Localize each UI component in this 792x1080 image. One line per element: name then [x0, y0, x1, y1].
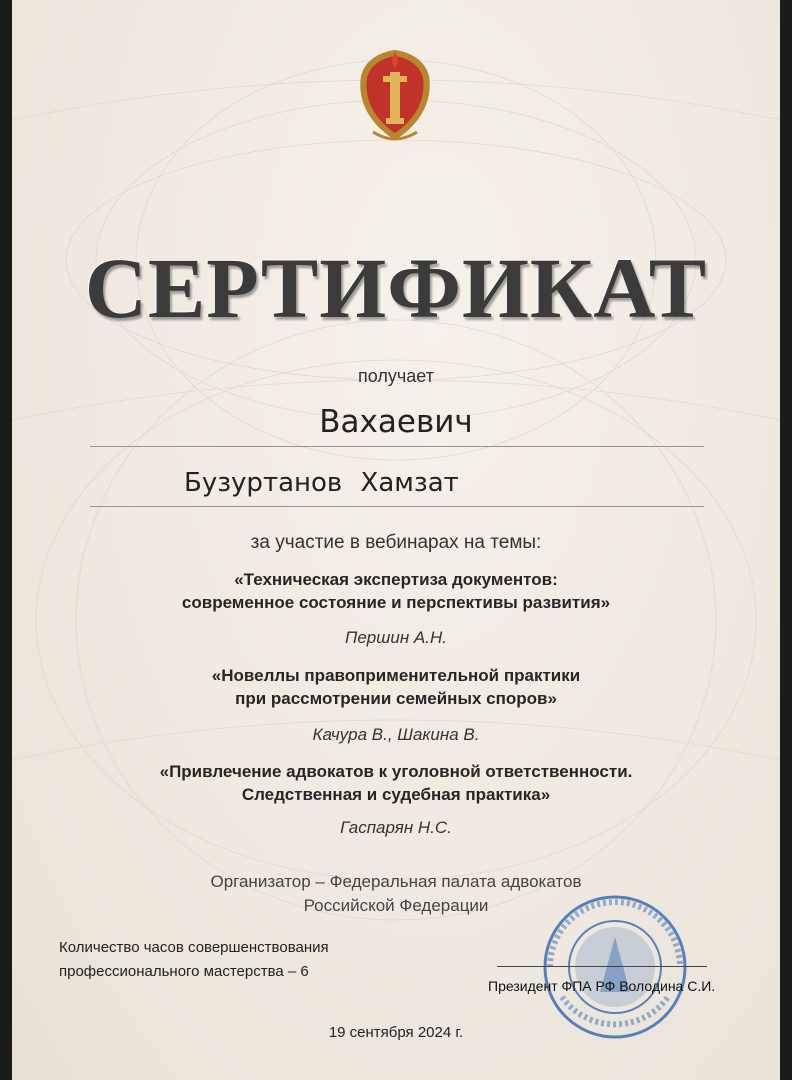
hours-line1: Количество часов совершенствования	[59, 939, 329, 956]
certificate-title: СЕРТИФИКАТ	[84, 240, 708, 336]
webinar-topic-1	[12, 568, 780, 614]
issue-date: 19 сентября 2024 г.	[328, 1024, 464, 1041]
signature-line	[497, 966, 707, 967]
hours-line2: профессионального мастерства – 6	[59, 963, 309, 980]
training-hours	[59, 936, 329, 984]
receives-label: получает	[358, 366, 434, 386]
webinar-topic-3	[12, 760, 780, 806]
advocates-chamber-emblem-icon	[355, 42, 435, 148]
webinar-speaker-3: Гаспарян Н.С.	[340, 818, 452, 837]
webinar-speaker-2: Качура В., Шакина В.	[312, 725, 480, 744]
webinar-topic-3-line1: «Привлечение адвокатов к уголовной ответственности.	[159, 762, 633, 781]
webinar-topic-1-line2: современное состояние и перспективы развития»	[181, 593, 611, 612]
president-signature-label: Президент ФПА РФ Володина С.И.	[488, 978, 716, 994]
participation-text: за участие в вебинарах на темы:	[250, 532, 542, 553]
organizer-line1: Организатор – Федеральная палата адвокатов	[210, 872, 582, 891]
recipient-name-line1: Вахаевич	[319, 404, 473, 440]
name-underline-2	[90, 506, 704, 507]
webinar-topic-2-line1: «Новеллы правоприменительной практики	[211, 666, 581, 685]
webinar-topic-2-line2: при рассмотрении семейных споров»	[235, 689, 557, 708]
webinar-topic-3-line2: Следственная и судебная практика»	[241, 785, 551, 804]
organizer-line2: Российской Федерации	[303, 896, 489, 915]
webinar-topic-1-line1: «Техническая экспертиза документов:	[234, 570, 558, 589]
webinar-topic-2	[12, 664, 780, 710]
certificate-sheet	[12, 0, 780, 1080]
webinar-speaker-1: Першин А.Н.	[345, 628, 447, 647]
name-underline-1	[90, 446, 704, 447]
seal-stamp-icon	[540, 892, 690, 1042]
recipient-name-line2: Бузуртанов Хамзат	[184, 468, 459, 498]
